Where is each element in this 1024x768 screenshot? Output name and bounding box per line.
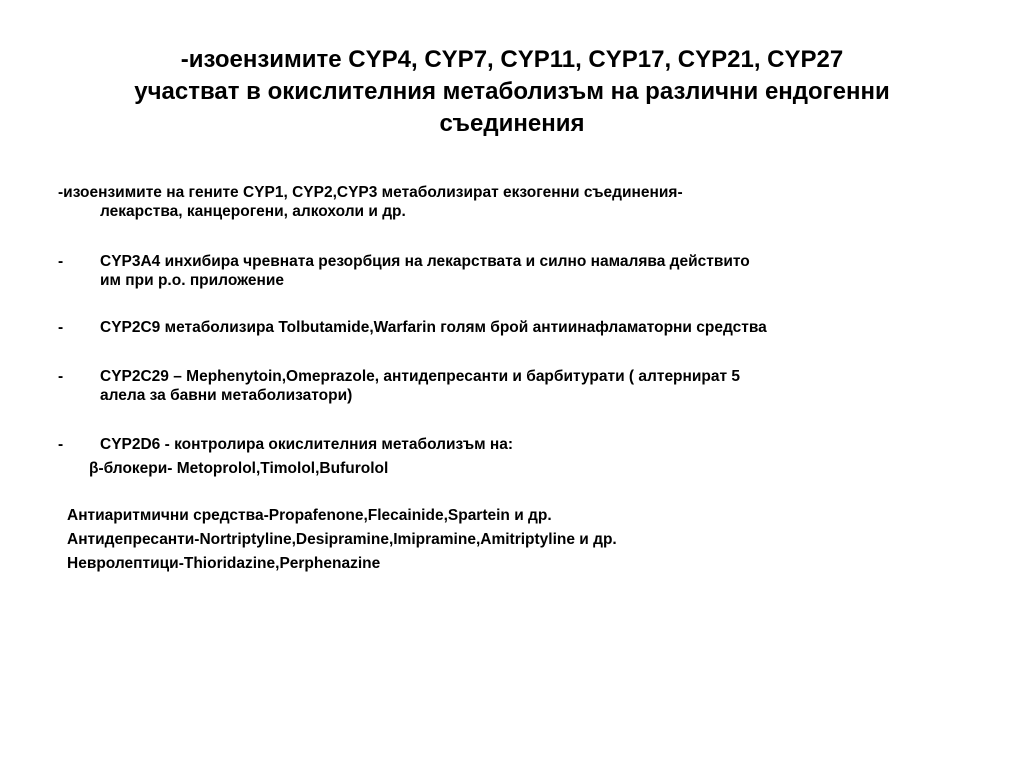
bullet-text-line-1: CYP2C9 метаболизира Tolbutamide,Warfarin голям брой антиинафламаторни средства [100,319,767,336]
bullet-text-line-2: алела за бавни метаболизатори) [100,387,353,404]
bullet-item-cyp2c29 [58,367,978,405]
drug-group-antidepressants: Антидепресанти-Nortriptyline,Desipramine,Imipramine,Amitriptyline и др. [67,531,617,548]
bullet-dash: - [58,253,64,270]
beta-blockers-line: β-блокери- Metoprolol,Timolol,Bufurolol [89,460,389,477]
bullet-text-line-1: CYP2C29 – Mephenytoin,Omeprazole, антидепресанти и барбитурати ( алтернират 5 [100,368,741,385]
title-line-2: участват в окислителния метаболизъм на различни ендогенни [134,78,890,105]
bullet-text-line-2: им при p.o. приложение [100,272,285,289]
bullet-item-cyp2d6 [58,435,978,454]
slide-title [40,44,984,140]
bullet-dash: - [58,184,64,201]
bullet-dash: - [58,319,64,336]
bullet-dash: - [58,368,64,385]
bullet-text-line-1: CYP2D6 - контролира окислителния метаболизъм на: [100,436,514,453]
bullet-item-cyp3a4 [58,252,978,290]
bullet-item-cyp1-cyp2-cyp3 [58,183,978,221]
drug-group-neuroleptics: Невролептици-Thioridazine,Perphenazine [67,555,381,572]
bullet-text-line-1: CYP3A4 инхибира чревната резорбция на лекарствата и силно намалява действито [100,253,750,270]
drug-group-antiarrhythmics: Антиаритмични средства-Propafenone,Flecainide,Spartein и др. [67,507,552,524]
bullet-dash: - [58,436,64,453]
bullet-item-cyp2c9 [58,318,978,337]
title-line-3: съединения [439,110,585,137]
bullet-text-line-1: изоензимите на гените CYP1, CYP2,CYP3 метаболизират екзогенни съединения- [63,184,683,201]
bullet-text-line-2: лекарства, канцерогени, алкохоли и др. [100,203,406,220]
title-line-1: -изоензимите CYP4, CYP7, CYP11, CYP17, CYP21, CYP27 [180,46,844,73]
